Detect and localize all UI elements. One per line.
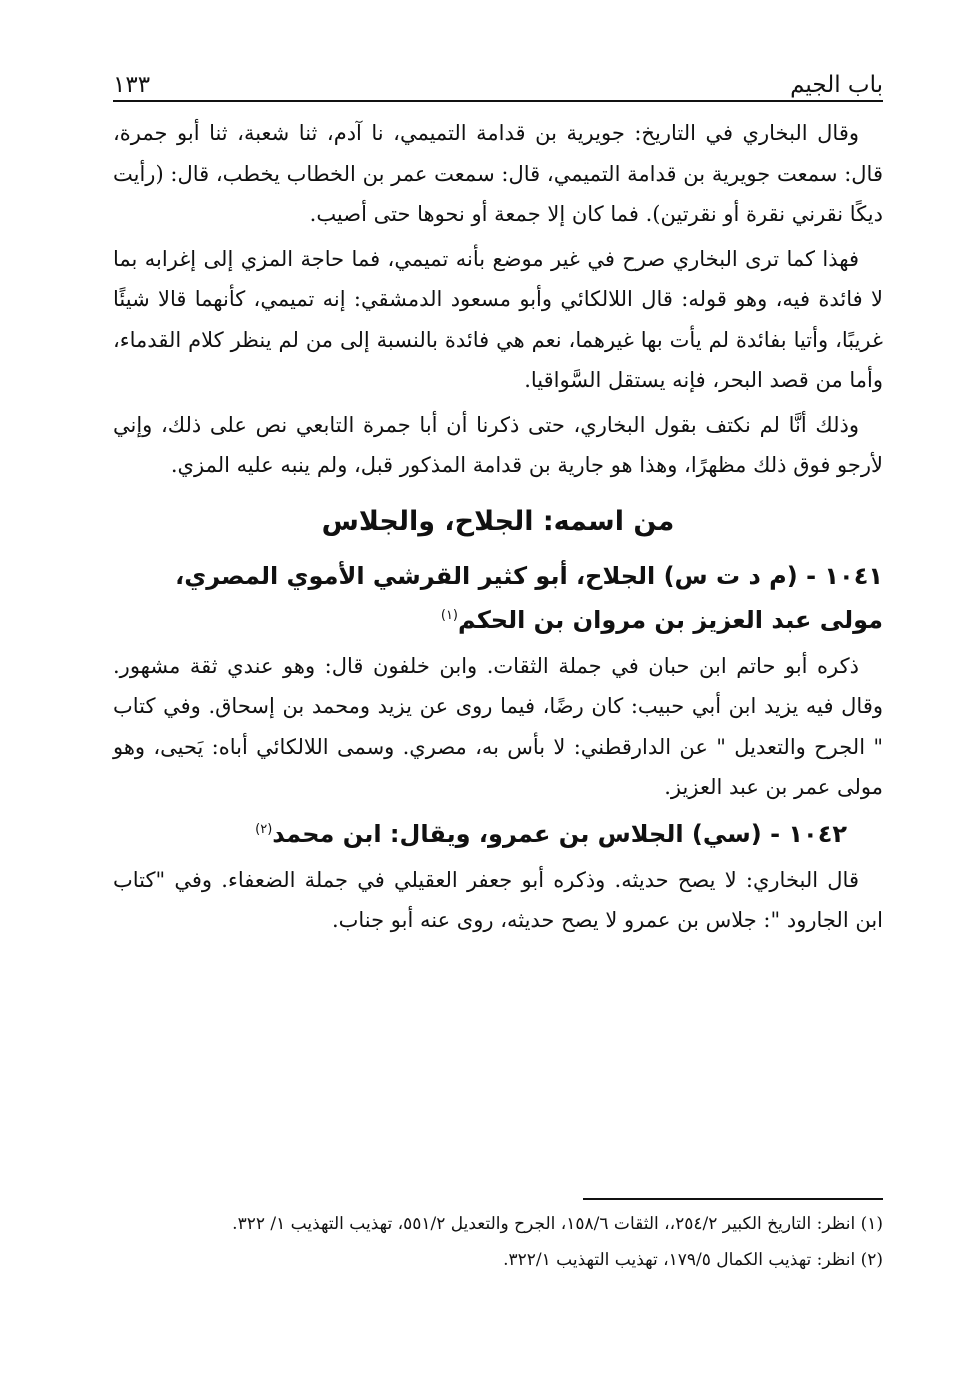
running-header: [113, 60, 883, 98]
main-text: [113, 113, 883, 945]
footnote-marker-2: (٢): [255, 821, 273, 837]
footnote-2: (٢) انظر: تهذيب الكمال ١٧٩/٥، تهذيب التهذيب ٣٢٢/١.: [503, 1250, 883, 1270]
page-number: ١٣٣: [113, 72, 151, 98]
footnotes: [113, 1208, 883, 1280]
paragraph-2: فهذا كما ترى البخاري صرح في غير موضع بأنه تميمي، فما حاجة المزي إلى إغرابه بما لا فائدة فيه، وهو قوله: قال اللالكائي وأبو مسعود الدمشقي: إنه تميمي، كأنهما قالا شيئًا غريبًا، وأتيا بفائدة لم يأت بها غيرهما، نعم هي فائدة بالنسبة إلى من لم ينظر كلام القدماء، وأما من قصد البحر، فإنه يستقل السَّواقيا.: [113, 246, 883, 392]
entry-1042-body: قال البخاري: لا يصح حديثه. وذكره أبو جعفر العقيلي في جملة الضعفاء. وفي "كتاب ابن الجارود ": جلاس بن عمرو لا يصح حديثه، روى عنه أبو جناب.: [113, 867, 883, 932]
entry-1042-title: [113, 812, 883, 856]
section-heading: من اسمه: الجلاح، والجلاس: [321, 505, 675, 537]
entry-1042-title-text: ١٠٤٢ - (سي) الجلاس بن عمرو، ويقال: ابن محمد: [272, 819, 847, 848]
paragraph-1: وقال البخاري في التاريخ: جويرية بن قدامة التميمي، نا آدم، ثنا شعبة، ثنا أبو جمرة، قال: سمعت جويرية بن قدامة التميمي، قال: سمعت عمر بن الخطاب يخطب، قال: (رأيت ديكًا نقرني نقرة أو نقرتين). فما كان إلا جمعة أو نحوها حتى أصيب.: [113, 121, 883, 226]
paragraph-3: وذلك أنَّا لم نكتف بقول البخاري، حتى ذكرنا أن أبا جمرة التابعي نص على ذلك، وإني لأرجو فوق ذلك مظهرًا، وهذا هو جارية بن قدامة المذكور قبل، ولم ينبه عليه المزي.: [113, 412, 883, 477]
entry-1041-title: [113, 554, 883, 642]
footnote-marker-1: (١): [440, 607, 458, 623]
entry-1041-title-text: ١٠٤١ - (م د ت س) الجلاح، أبو كثير القرشي الأموي المصري، مولى عبد العزيز بن مروان بن الحكم: [175, 561, 883, 634]
footnote-rule: [583, 1198, 883, 1200]
footnote-1: (١) انظر: التاريخ الكبير ٢٥٤/٢،، الثقات ١٥٨/٦، الجرح والتعديل ٥٥١/٢، تهذيب التهذيب ١/ ٣٢٢.: [232, 1214, 883, 1234]
entry-1041-body: ذكره أبو حاتم ابن حبان في جملة الثقات. وابن خلفون قال: وهو عندي ثقة مشهور. وقال فيه يزيد ابن أبي حبيب: كان رضًا، فيما روى عن يزيد ومحمد بن إسحاق. وفي كتاب " الجرح والتعديل " عن الدارقطني: لا بأس به، مصري. وسمى اللالكائي أباه: يَحيى، وهو مولى عمر بن عبد العزيز.: [113, 653, 883, 799]
chapter-title: باب الجيم: [790, 72, 883, 98]
header-rule: [113, 100, 883, 102]
